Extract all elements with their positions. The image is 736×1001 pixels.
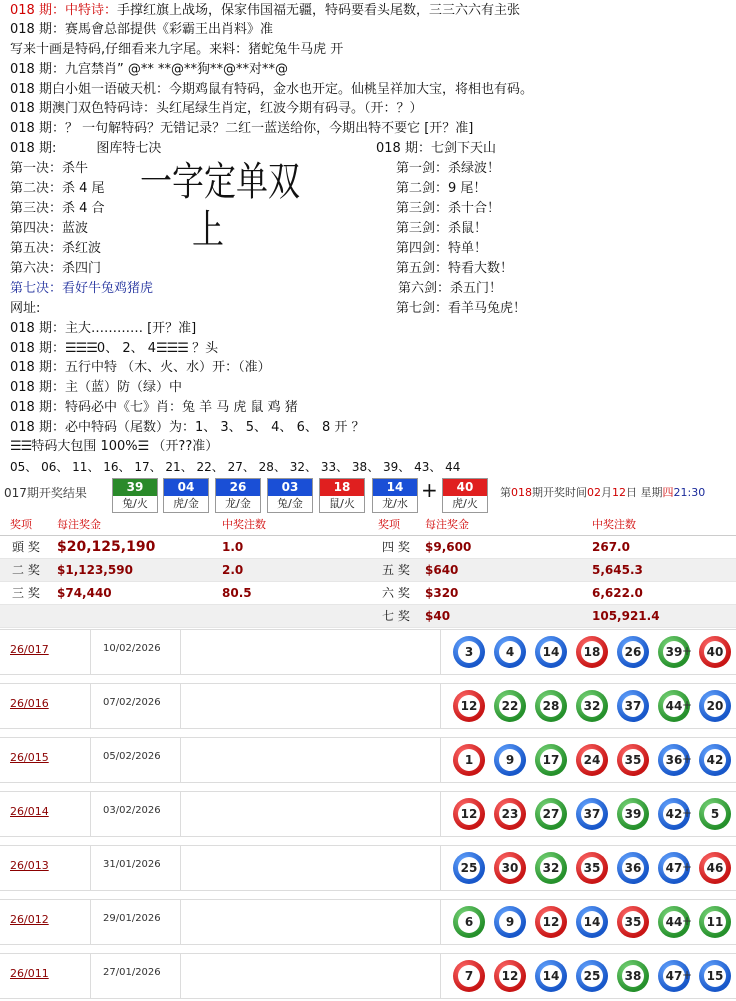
- history-special-ball: [699, 906, 731, 938]
- history-date-cell: [90, 899, 180, 945]
- left-item-3: 第三决：杀 4 合: [10, 201, 105, 216]
- history-special-ball: [699, 852, 731, 884]
- result-ball-special: 40 虎/火: [442, 478, 488, 513]
- history-ball: [576, 744, 608, 776]
- history-period-cell: [0, 791, 90, 837]
- history-blank-cell: [180, 737, 440, 783]
- history-ball-number: 40: [704, 641, 726, 663]
- history-ball-number: 32: [540, 857, 562, 879]
- history-date-cell: [90, 737, 180, 783]
- history-period-cell: [0, 899, 90, 945]
- history-row: [0, 897, 736, 947]
- history-period-link[interactable]: 26/016: [10, 697, 49, 710]
- history-ball-number: 9: [499, 911, 521, 933]
- history-ball: [494, 690, 526, 722]
- history-ball-number: 25: [581, 965, 603, 987]
- right-item-8: 第七剑：看羊马兔虎！: [396, 301, 527, 316]
- history-ball-number: 5: [704, 803, 726, 825]
- history-ball-number: 24: [581, 749, 603, 771]
- history-row: [0, 789, 736, 839]
- lower-line-2: 018 期：☰☰☰0、 2、 4☰☰☰ ？头: [10, 341, 219, 356]
- line-5: 018 期白小姐一语破天机：今期鸡鼠有特码，金水也开定。仙桃呈祥加大宝，将相也有码。: [10, 82, 533, 97]
- line-1: 018 期：中特诗：手撑红旗上战场，保家伟国福无疆，特码要看头尾数，三三六六有主张: [10, 3, 520, 18]
- history-ball-number: 36: [663, 749, 685, 771]
- history-date: 29/01/2026: [103, 913, 161, 924]
- history-plus: +: [682, 698, 693, 712]
- history-ball: [576, 906, 608, 938]
- result-ball-3: 26 龙/金: [215, 478, 261, 513]
- history-ball-number: 9: [499, 749, 521, 771]
- history-ball: [535, 690, 567, 722]
- history-ball: [535, 852, 567, 884]
- right-item-7: 第六剑：杀五门！: [398, 281, 503, 296]
- result-ball-4: 03 兔/金: [267, 478, 313, 513]
- prize-header: 奖项 每注奖金 中奖注数 奖项 每注奖金 中奖注数: [0, 514, 736, 536]
- next-draw-time: 第018期开奖时间02月12日 星期四21:30: [500, 486, 706, 499]
- history-ball: [576, 690, 608, 722]
- history-ball-number: 37: [622, 695, 644, 717]
- history-blank-cell: [180, 629, 440, 675]
- history-ball-number: 35: [622, 749, 644, 771]
- history-plus: +: [682, 806, 693, 820]
- right-item-2: 第二剑：9 尾！: [396, 181, 487, 196]
- right-item-1: 第一剑：杀绿波！: [396, 161, 501, 176]
- history-ball-number: 44: [663, 911, 685, 933]
- history-ball: [535, 636, 567, 668]
- history-ball-number: 22: [499, 695, 521, 717]
- prize-table: [0, 514, 736, 627]
- lower-line-7: ☰☰特码大包围 100%☰ （开??准）: [10, 439, 219, 454]
- history-date-cell: [90, 953, 180, 999]
- history-row: [0, 627, 736, 677]
- history-blank-cell: [180, 845, 440, 891]
- history-date: 03/02/2026: [103, 805, 161, 816]
- history-ball-number: 44: [663, 695, 685, 717]
- history-ball: [453, 744, 485, 776]
- history-ball-number: 37: [581, 803, 603, 825]
- history-blank-cell: [180, 899, 440, 945]
- history-ball: [576, 636, 608, 668]
- history-period-cell: [0, 737, 90, 783]
- history-ball-number: 38: [622, 965, 644, 987]
- history-date: 31/01/2026: [103, 859, 161, 870]
- history-ball-number: 1: [458, 749, 480, 771]
- result-label: 017期开奖结果: [4, 486, 87, 500]
- history-ball: [535, 960, 567, 992]
- history-period-cell: [0, 953, 90, 999]
- lower-line-4: 018 期：主（蓝）防（绿）中: [10, 380, 182, 395]
- history-period-cell: [0, 845, 90, 891]
- result-ball-1: 39 兔/火: [112, 478, 158, 513]
- history-ball: [494, 744, 526, 776]
- history-period-cell: [0, 683, 90, 729]
- prize-row-1: 頭 奖 $20,125,190 1.0 四 奖 $9,600 267.0: [0, 536, 736, 559]
- history-ball-number: 42: [663, 803, 685, 825]
- history-ball: [453, 690, 485, 722]
- lower-line-5: 018 期：特码必中《七》肖：兔 羊 马 虎 鼠 鸡 猪: [10, 400, 298, 415]
- history-ball-number: 11: [704, 911, 726, 933]
- history-ball: [535, 744, 567, 776]
- history-plus: +: [682, 752, 693, 766]
- prize-row-3: 三 奖 $74,440 80.5 六 奖 $320 6,622.0: [0, 582, 736, 605]
- history-date-cell: [90, 845, 180, 891]
- history-ball: [617, 744, 649, 776]
- history-ball-number: 47: [663, 857, 685, 879]
- history-ball-number: 47: [663, 965, 685, 987]
- history-ball: [535, 798, 567, 830]
- history-plus: +: [682, 644, 693, 658]
- history-ball: [617, 636, 649, 668]
- history-period-link[interactable]: 26/015: [10, 751, 49, 764]
- right-col-header: 018 期：七剑下天山: [376, 141, 496, 156]
- history-ball-number: 32: [581, 695, 603, 717]
- history-ball: [494, 636, 526, 668]
- history-date: 07/02/2026: [103, 697, 161, 708]
- history-ball: [494, 798, 526, 830]
- history-period-link[interactable]: 26/013: [10, 859, 49, 872]
- history-ball-number: 26: [622, 641, 644, 663]
- line-3: 写来十画是特码,仔细看来九字尾。来料：猪蛇兔牛马虎 开: [10, 42, 344, 57]
- line-6: 018 期澳门双色特码诗：头红尾绿生肖定，红波今期有码寻。（开：？）: [10, 101, 423, 116]
- left-col-header: 018 期: 图库特七决: [10, 141, 162, 156]
- history-ball-number: 12: [458, 803, 480, 825]
- history-ball: [576, 852, 608, 884]
- lower-line-8: 05、 06、 11、 16、 17、 21、 22、 27、 28、 32、 33、 38、 39、 43、 44: [10, 460, 461, 474]
- line-4: 018 期：九宫禁肖” @** **@**狗**@**对**@: [10, 62, 288, 77]
- history-ball: [453, 960, 485, 992]
- history-ball-number: 20: [704, 695, 726, 717]
- history-ball-number: 18: [581, 641, 603, 663]
- history-ball-number: 39: [663, 641, 685, 663]
- history-ball: [617, 798, 649, 830]
- lower-line-3: 018 期：五行中特 （木、火、水）开：（准）: [10, 360, 271, 375]
- history-ball: [617, 960, 649, 992]
- history-row: [0, 951, 736, 1001]
- line-2: 018 期：赛馬會总部提供《彩霸王出肖料》准: [10, 22, 273, 37]
- history-blank-cell: [180, 791, 440, 837]
- history-ball: [453, 852, 485, 884]
- history-ball: [535, 906, 567, 938]
- history-row: [0, 681, 736, 731]
- result-ball-6: 14 龙/水: [372, 478, 418, 513]
- history-ball: [453, 636, 485, 668]
- left-item-5: 第五决：杀红波: [10, 241, 102, 256]
- history-ball: [617, 852, 649, 884]
- history-period-link[interactable]: 26/011: [10, 967, 49, 980]
- history-ball-number: 15: [704, 965, 726, 987]
- left-item-4: 第四决：蓝波: [10, 221, 89, 236]
- history-ball-number: 14: [540, 965, 562, 987]
- history-special-ball: [699, 690, 731, 722]
- history-period-cell: [0, 629, 90, 675]
- history-date: 10/02/2026: [103, 643, 161, 654]
- result-ball-2: 04 虎/金: [163, 478, 209, 513]
- history-ball-number: 6: [458, 911, 480, 933]
- history-ball-number: 17: [540, 749, 562, 771]
- history-ball: [494, 906, 526, 938]
- history-ball: [453, 798, 485, 830]
- history-date: 27/01/2026: [103, 967, 161, 978]
- history-ball-number: 12: [499, 965, 521, 987]
- right-item-3: 第三剑：杀十合！: [396, 201, 501, 216]
- right-item-4: 第三剑：杀鼠！: [396, 221, 488, 236]
- history-ball: [453, 906, 485, 938]
- history-blank-cell: [180, 953, 440, 999]
- history-special-ball: [699, 798, 731, 830]
- left-item-6: 第六决：杀四门: [10, 261, 102, 276]
- prize-row-4: 七 奖 $40 105,921.4: [0, 605, 736, 628]
- history-special-ball: [699, 744, 731, 776]
- history-ball-number: 3: [458, 641, 480, 663]
- history-ball-number: 36: [622, 857, 644, 879]
- history-ball-number: 14: [581, 911, 603, 933]
- history-ball: [576, 960, 608, 992]
- history-period-link[interactable]: 26/014: [10, 805, 49, 818]
- history-ball: [494, 852, 526, 884]
- result-ball-5: 18 鼠/火: [319, 478, 365, 513]
- history-ball: [576, 798, 608, 830]
- history-row: [0, 843, 736, 893]
- line-7: 018 期：？ 一句解特码？无错记录？二红一蓝送给你，今期出特不要它 [开？准]: [10, 121, 474, 136]
- history-date-cell: [90, 629, 180, 675]
- history-ball: [617, 690, 649, 722]
- history-special-ball: [699, 960, 731, 992]
- history-ball-number: 4: [499, 641, 521, 663]
- history-special-ball: [699, 636, 731, 668]
- lower-line-1: 018 期：主大………… [开？准]: [10, 321, 197, 336]
- history-ball-number: 25: [458, 857, 480, 879]
- big-text-single-double: 一字定单双: [140, 159, 300, 205]
- history-ball-number: 30: [499, 857, 521, 879]
- history-date-cell: [90, 791, 180, 837]
- history-ball-number: 27: [540, 803, 562, 825]
- bars-decor-left: ☰☰☰: [64, 341, 97, 356]
- history-ball: [494, 960, 526, 992]
- big-text-up: 上: [192, 207, 224, 253]
- prize-row-2: 二 奖 $1,123,590 2.0 五 奖 $640 5,645.3: [0, 559, 736, 582]
- history-plus: +: [682, 968, 693, 982]
- history-ball-number: 14: [540, 641, 562, 663]
- history-ball-number: 12: [540, 911, 562, 933]
- history-ball-number: 23: [499, 803, 521, 825]
- history-ball-number: 46: [704, 857, 726, 879]
- history-blank-cell: [180, 683, 440, 729]
- bars-decor-a: ☰☰: [10, 439, 32, 454]
- lower-line-6: 018 期：必中特码（尾数）为：1、 3、 5、 4、 6、 8 开 ？: [10, 420, 365, 435]
- bars-decor-right: ☰☰☰: [156, 341, 188, 356]
- right-item-5: 第四剑：特单！: [396, 241, 488, 256]
- bars-decor-b: ☰: [137, 439, 149, 454]
- history-date: 05/02/2026: [103, 751, 161, 762]
- history-ball-number: 12: [458, 695, 480, 717]
- history-plus: +: [682, 860, 693, 874]
- history-ball-number: 39: [622, 803, 644, 825]
- history-date-cell: [90, 683, 180, 729]
- history-ball-number: 35: [622, 911, 644, 933]
- history-ball-number: 28: [540, 695, 562, 717]
- history-period-link[interactable]: 26/012: [10, 913, 49, 926]
- history-ball-number: 42: [704, 749, 726, 771]
- left-item-1: 第一决：杀牛: [10, 161, 89, 176]
- history-ball-number: 35: [581, 857, 603, 879]
- history-row: [0, 735, 736, 785]
- history-ball-number: 7: [458, 965, 480, 987]
- history-ball: [617, 906, 649, 938]
- left-item-2: 第二决：杀 4 尾: [10, 181, 105, 196]
- history-period-link[interactable]: 26/017: [10, 643, 49, 656]
- right-item-6: 第五剑：特看大数！: [396, 261, 514, 276]
- left-footer: 网址:: [10, 301, 41, 316]
- left-item-7: 第七决：看好牛兔鸡猪虎: [10, 281, 154, 296]
- result-bar: [0, 478, 736, 514]
- history-plus: +: [682, 914, 693, 928]
- result-plus: +: [421, 478, 438, 502]
